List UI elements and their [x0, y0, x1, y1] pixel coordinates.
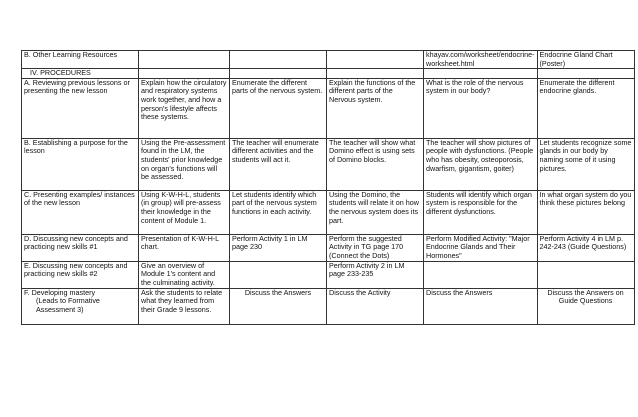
table-cell — [139, 69, 230, 79]
table-row — [22, 190, 635, 234]
table-cell — [230, 69, 327, 79]
table-cell: Using the Pre-assessment found in the LM, the students' prior knowledge on organ's functions will be assessed. — [139, 138, 230, 190]
table-cell: The teacher will enumerate different activities and the students will act it. — [230, 138, 327, 190]
table-cell: Discuss the Activity — [327, 288, 424, 324]
table-cell: Perform Activity 4 in LM p. 242-243 (Guide Questions) — [537, 234, 634, 261]
row-label: E. Discussing new concepts and practicing new skills #2 — [22, 261, 139, 288]
table-cell: Enumerate the different endocrine glands. — [537, 78, 634, 138]
table-cell: Perform Modified Activity: "Major Endocrine Glands and Their Hormones" — [424, 234, 538, 261]
table-cell — [230, 51, 327, 69]
table-cell: Enumerate the different parts of the nervous system. — [230, 78, 327, 138]
row-label: A. Reviewing previous lessons or presenting the new lesson — [22, 78, 139, 138]
table-row — [22, 138, 635, 190]
table-cell: Let students identify which part of the nervous system functions in each activity. — [230, 190, 327, 234]
table-cell: Explain the functions of the different parts of the Nervous system. — [327, 78, 424, 138]
row-label — [22, 288, 139, 324]
table-cell: Perform Activity 1 in LM page 230 — [230, 234, 327, 261]
table-cell — [424, 261, 538, 288]
table-cell: Endocrine Gland Chart (Poster) — [537, 51, 634, 69]
section-title: IV. PROCEDURES — [22, 69, 139, 79]
table-cell: Ask the students to relate what they learned from their Grade 9 lessons. — [139, 288, 230, 324]
resource-link[interactable]: khayav.com/worksheet/endocrine-worksheet.html — [424, 51, 538, 69]
table-cell: Using K-W-H-L, students (in group) will pre-assess their knowledge in the content of Module 1. — [139, 190, 230, 234]
row-label: D. Discussing new concepts and practicing new skills #1 — [22, 234, 139, 261]
table-cell: Give an overview of Module 1's content and the culminating activity. — [139, 261, 230, 288]
table-cell: Students will identify which organ system is responsible for the different dysfunctions. — [424, 190, 538, 234]
table-cell: Using the Domino, the students will relate it on how the nervous system does its part. — [327, 190, 424, 234]
table-cell: Discuss the Answers — [230, 288, 327, 324]
table-cell: Presentation of K-W-H-L chart. — [139, 234, 230, 261]
table-cell — [424, 69, 538, 79]
lesson-plan-table — [21, 50, 635, 325]
row-label-main: F. Developing mastery — [24, 288, 96, 297]
table-row — [22, 51, 635, 69]
table-cell: Perform the suggested Activity in TG page 170 (Connect the Dots) — [327, 234, 424, 261]
table-cell: Discuss the Answers — [424, 288, 538, 324]
section-header-row — [22, 69, 635, 79]
table-cell: What is the role of the nervous system in our body? — [424, 78, 538, 138]
table-row — [22, 288, 635, 324]
row-label: B. Other Learning Resources — [22, 51, 139, 69]
table-cell — [537, 261, 634, 288]
table-row — [22, 78, 635, 138]
table-cell — [537, 69, 634, 79]
table-cell: Perform Activity 2 in LM page 233-235 — [327, 261, 424, 288]
row-label: C. Presenting examples/ instances of the new lesson — [22, 190, 139, 234]
row-label-sub: (Leads to Formative Assessment 3) — [36, 296, 100, 314]
table-cell: The teacher will show what Domino effect is using sets of Domino blocks. — [327, 138, 424, 190]
row-label: B. Establishing a purpose for the lesson — [22, 138, 139, 190]
table-cell: Let students recognize some glands in our body by naming some of it using pictures. — [537, 138, 634, 190]
table-row — [22, 261, 635, 288]
table-cell: The teacher will show pictures of people with dysfunctions. (People who has obesity, osteoporosis, dwarfism, gigantism, goiter) — [424, 138, 538, 190]
table-cell — [230, 261, 327, 288]
table-cell — [327, 69, 424, 79]
table-cell — [327, 51, 424, 69]
table-row — [22, 234, 635, 261]
table-cell: Discuss the Answers on Guide Questions — [537, 288, 634, 324]
table-cell: Explain how the circulatory and respiratory systems work together, and how a person's lifestyle affects these systems. — [139, 78, 230, 138]
table-cell — [139, 51, 230, 69]
table-cell: In what organ system do you think these pictures belong — [537, 190, 634, 234]
